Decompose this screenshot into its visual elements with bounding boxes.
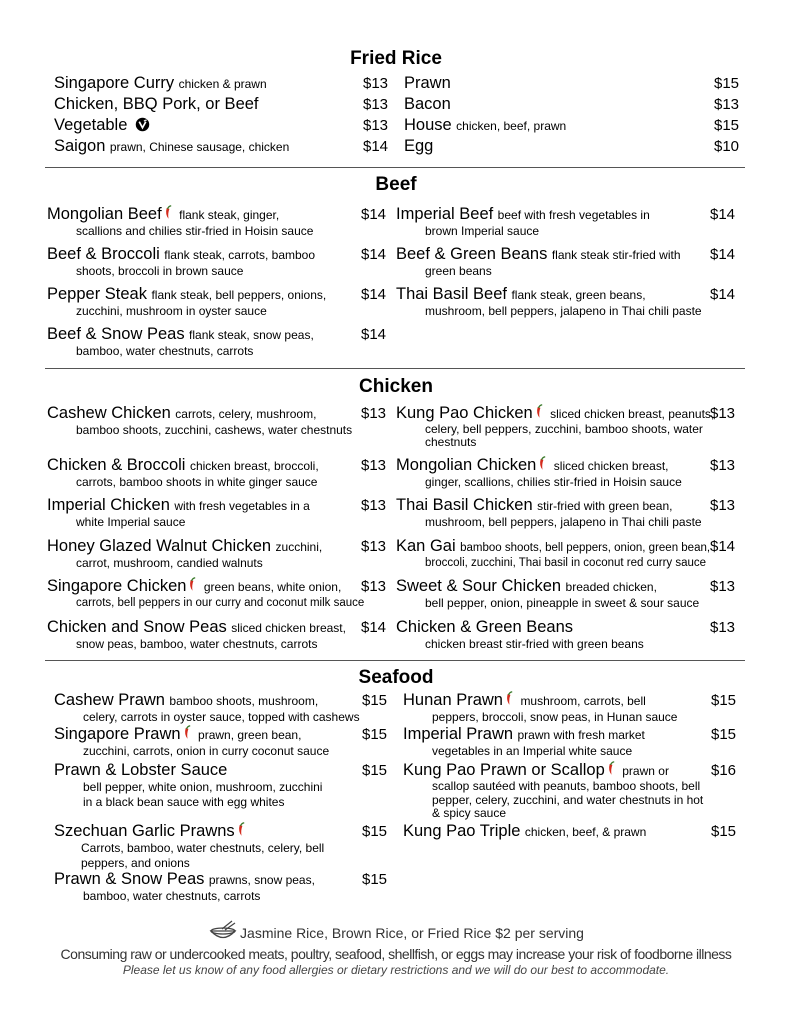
item-price: $14 xyxy=(710,206,736,223)
rice-note-text: Jasmine Rice, Brown Rice, or Fried Rice $2 per serving xyxy=(240,925,584,941)
item-price: $13 xyxy=(710,619,736,636)
item-desc-cont: shoots, broccoli in brown sauce xyxy=(76,264,244,278)
menu-item xyxy=(396,618,741,658)
menu-item xyxy=(403,725,743,761)
item-price: $13 xyxy=(714,96,740,113)
item-name: Sweet & Sour Chicken xyxy=(396,577,562,595)
menu-item xyxy=(404,116,744,137)
item-price: $13 xyxy=(361,578,387,595)
menu-item xyxy=(47,618,392,658)
item-desc: breaded chicken, xyxy=(565,580,657,594)
menu-item xyxy=(54,761,394,822)
item-name: House xyxy=(404,116,452,134)
item-desc: flank steak, green beans, xyxy=(511,288,646,302)
item-desc: zucchini, xyxy=(275,540,323,554)
item-price: $15 xyxy=(711,823,737,840)
menu-item xyxy=(396,577,741,618)
menu-item xyxy=(396,404,741,456)
item-name: Mongolian Beef xyxy=(47,205,162,223)
item-desc-cont: scallop sautéed with peanuts, bamboo shoots, bell xyxy=(432,779,701,793)
item-desc: flank steak, snow peas, xyxy=(189,328,314,342)
fried-rice-left-column xyxy=(54,74,394,158)
item-price: $13 xyxy=(363,117,389,134)
item-desc-cont: zucchini, mushroom in oyster sauce xyxy=(76,304,267,318)
allergy-note: Please let us know of any food allergies or dietary restrictions and we will do our best to accommodate. xyxy=(122,963,670,977)
item-desc-cont: pepper, celery, zucchini, and water chestnuts in hot xyxy=(432,792,704,807)
item-name: Honey Glazed Walnut Chicken xyxy=(47,537,272,555)
menu-item xyxy=(404,74,744,95)
item-name: Cashew Prawn xyxy=(54,691,165,709)
menu-item xyxy=(54,137,394,158)
menu-item xyxy=(47,456,392,496)
item-desc-cont: scallions and chilies stir-fried in Hoisin sauce xyxy=(76,224,314,238)
spicy-pepper-icon xyxy=(237,822,246,837)
menu-item xyxy=(54,116,394,137)
chicken-right-column xyxy=(396,404,741,658)
item-desc-cont: mushroom, bell peppers, jalapeno in Thai chili paste xyxy=(425,304,702,318)
seafood-left-column xyxy=(54,691,394,906)
item-price: $13 xyxy=(363,96,389,113)
item-price: $14 xyxy=(361,246,387,263)
item-price: $15 xyxy=(711,726,737,743)
item-price: $13 xyxy=(361,457,387,474)
item-name: Szechuan Garlic Prawns xyxy=(54,822,235,840)
item-name: Chicken & Broccoli xyxy=(47,456,186,474)
item-price: $13 xyxy=(361,405,387,422)
item-name: Vegetable xyxy=(54,116,128,134)
item-desc: flank steak, ginger, xyxy=(179,208,280,222)
item-desc-cont: mushroom, bell peppers, jalapeno in Thai chili paste xyxy=(425,515,702,529)
item-name: Thai Basil Beef xyxy=(396,285,507,303)
item-price: $13 xyxy=(363,75,389,92)
section-divider xyxy=(45,167,745,168)
item-desc-cont: bamboo, water chestnuts, carrots xyxy=(83,889,261,903)
item-price: $16 xyxy=(711,762,737,779)
section-title-chicken: Chicken xyxy=(359,376,433,397)
item-name: Prawn xyxy=(404,74,451,92)
item-desc-cont: carrots, bamboo shoots in white ginger sauce xyxy=(76,475,318,489)
seafood-right-column xyxy=(403,691,743,858)
item-name: Mongolian Chicken xyxy=(396,456,537,474)
item-price: $15 xyxy=(362,823,388,840)
item-name: Singapore Curry xyxy=(54,74,175,92)
item-price: $15 xyxy=(362,692,388,709)
menu-item xyxy=(396,205,741,245)
item-desc-cont: zucchini, carrots, onion in curry coconut sauce xyxy=(83,744,330,758)
menu-item xyxy=(396,496,741,537)
item-desc: prawns, snow peas, xyxy=(208,873,315,887)
item-desc: sliced chicken breast, xyxy=(231,621,346,635)
menu-item xyxy=(396,537,741,577)
item-desc: flank steak, bell peppers, onions, xyxy=(151,288,327,302)
item-price: $14 xyxy=(361,619,387,636)
item-desc-cont: chicken breast stir-fried with green beans xyxy=(425,637,644,651)
item-desc-cont: & spicy sauce xyxy=(432,806,507,820)
item-desc-cont: chestnuts xyxy=(425,435,477,449)
item-name: Prawn & Snow Peas xyxy=(54,870,205,888)
item-price: $14 xyxy=(710,538,736,555)
item-desc: chicken & prawn xyxy=(178,77,267,91)
item-desc-cont: Carrots, bamboo, water chestnuts, celery, bell xyxy=(81,841,325,855)
menu-item xyxy=(396,285,741,325)
item-desc-cont: snow peas, bamboo, water chestnuts, carrots xyxy=(76,637,318,651)
item-name: Imperial Prawn xyxy=(403,725,514,743)
item-desc-cont: white Imperial sauce xyxy=(76,515,186,529)
item-price: $14 xyxy=(361,206,387,223)
item-price: $13 xyxy=(710,497,736,514)
spicy-pepper-icon xyxy=(183,725,192,740)
item-desc: mushroom, carrots, bell xyxy=(520,694,646,708)
item-price: $15 xyxy=(714,75,740,92)
section-title-seafood: Seafood xyxy=(358,667,434,688)
menu-item xyxy=(54,691,394,725)
item-price: $14 xyxy=(361,286,387,303)
item-name: Prawn & Lobster Sauce xyxy=(54,761,228,779)
item-desc-cont: carrots, bell peppers in our curry and coconut milk sauce xyxy=(76,597,365,609)
menu-item xyxy=(396,456,741,496)
menu-item xyxy=(404,137,744,158)
menu-item xyxy=(54,74,394,95)
item-price: $13 xyxy=(361,538,387,555)
item-desc: prawn, green bean, xyxy=(198,728,302,742)
menu-item xyxy=(47,285,392,325)
item-desc: prawn, Chinese sausage, chicken xyxy=(109,140,290,154)
item-price: $15 xyxy=(711,692,737,709)
item-desc-cont: bamboo, water chestnuts, carrots xyxy=(76,344,254,358)
item-price: $14 xyxy=(710,286,736,303)
item-desc: stir-fried with green bean, xyxy=(537,499,673,513)
vegetarian-icon xyxy=(135,117,150,132)
item-desc: chicken, beef, prawn xyxy=(456,119,567,133)
item-desc: bamboo shoots, bell peppers, onion, green bean, xyxy=(460,542,711,554)
item-desc-cont: celery, carrots in oyster sauce, topped with cashews xyxy=(83,710,360,724)
item-desc: sliced chicken breast, peanuts, xyxy=(550,407,715,421)
menu-item xyxy=(403,822,743,858)
menu-item xyxy=(54,95,394,116)
item-name: Beef & Green Beans xyxy=(396,245,548,263)
spicy-pepper-icon xyxy=(164,205,173,220)
item-name: Bacon xyxy=(404,95,451,113)
item-desc-cont: ginger, scallions, chilies stir-fried in Hoisin sauce xyxy=(425,475,682,489)
item-desc: prawn with fresh market xyxy=(517,728,645,742)
section-title-fried-rice: Fried Rice xyxy=(350,48,442,69)
menu-item xyxy=(403,691,743,725)
item-desc-cont: bell pepper, white onion, mushroom, zucchini xyxy=(83,780,323,794)
item-name: Saigon xyxy=(54,137,106,155)
section-divider xyxy=(45,660,745,661)
menu-item xyxy=(47,496,392,537)
menu-item xyxy=(47,537,392,577)
spicy-pepper-icon xyxy=(535,404,544,419)
item-name: Egg xyxy=(404,137,434,155)
menu-item xyxy=(404,95,744,116)
item-desc: flank steak stir-fried with xyxy=(551,248,681,262)
item-price: $13 xyxy=(710,578,736,595)
spicy-pepper-icon xyxy=(505,691,514,706)
item-name: Imperial Chicken xyxy=(47,496,170,514)
menu-item xyxy=(54,822,394,870)
item-price: $15 xyxy=(362,726,388,743)
menu-item xyxy=(54,870,394,906)
item-name: Pepper Steak xyxy=(47,285,147,303)
item-desc-cont: celery, bell peppers, zucchini, bamboo shoots, water xyxy=(425,422,703,436)
rice-bowl-icon xyxy=(208,920,238,942)
item-desc: with fresh vegetables in a xyxy=(174,499,310,513)
item-desc: flank steak, carrots, bamboo xyxy=(164,248,316,262)
item-desc-cont: in a black bean sauce with egg whites xyxy=(83,795,285,809)
item-desc: prawn or xyxy=(622,764,669,778)
item-price: $14 xyxy=(361,326,387,343)
beef-right-column xyxy=(396,205,741,325)
item-name: Chicken and Snow Peas xyxy=(47,618,227,636)
item-name: Hunan Prawn xyxy=(403,691,503,709)
menu-item xyxy=(47,205,392,245)
item-desc-cont: bell pepper, onion, pineapple in sweet & sour sauce xyxy=(425,596,700,610)
item-name: Kung Pao Triple xyxy=(403,822,521,840)
item-name: Beef & Broccoli xyxy=(47,245,160,263)
item-desc: sliced chicken breast, xyxy=(553,459,669,473)
item-name: Singapore Prawn xyxy=(54,725,181,743)
menu-item xyxy=(47,245,392,285)
item-name: Imperial Beef xyxy=(396,205,494,223)
item-price: $10 xyxy=(714,138,740,155)
item-price: $14 xyxy=(363,138,389,155)
item-name: Kan Gai xyxy=(396,537,456,555)
item-desc: beef with fresh vegetables in xyxy=(497,208,650,222)
item-name: Kung Pao Prawn or Scallop xyxy=(403,761,605,779)
section-title-beef: Beef xyxy=(375,174,417,195)
menu-item xyxy=(47,404,392,456)
item-desc-cont: peppers, and onions xyxy=(81,856,190,870)
section-divider xyxy=(45,368,745,369)
item-desc: carrots, celery, mushroom, xyxy=(175,407,317,421)
chicken-left-column xyxy=(47,404,392,658)
item-name: Cashew Chicken xyxy=(47,404,171,422)
item-name: Chicken, BBQ Pork, or Beef xyxy=(54,95,259,113)
menu-item xyxy=(396,245,741,285)
item-name: Beef & Snow Peas xyxy=(47,325,185,343)
item-name: Singapore Chicken xyxy=(47,577,187,595)
item-desc-cont: green beans xyxy=(425,264,492,278)
item-desc: green beans, white onion, xyxy=(203,580,342,594)
item-price: $15 xyxy=(362,871,388,888)
menu-item xyxy=(47,325,392,365)
menu-item xyxy=(403,761,743,822)
item-price: $13 xyxy=(710,405,736,422)
item-price: $15 xyxy=(714,117,740,134)
food-warning: Consuming raw or undercooked meats, poultry, seafood, shellfish, or eggs may increase your risk of foodborne illness xyxy=(60,946,732,962)
item-name: Chicken & Green Beans xyxy=(396,618,574,636)
item-price: $14 xyxy=(710,246,736,263)
spicy-pepper-icon xyxy=(538,456,547,471)
beef-left-column xyxy=(47,205,392,365)
rice-note xyxy=(0,920,792,942)
item-desc-cont: broccoli, zucchini, Thai basil in coconut red curry sauce xyxy=(425,557,707,569)
item-desc: chicken breast, broccoli, xyxy=(189,459,319,473)
item-desc: chicken, beef, & prawn xyxy=(524,825,647,839)
item-desc: bamboo shoots, mushroom, xyxy=(169,694,319,708)
item-price: $13 xyxy=(361,497,387,514)
menu-item xyxy=(54,725,394,761)
item-name: Kung Pao Chicken xyxy=(396,404,533,422)
spicy-pepper-icon xyxy=(188,577,197,592)
item-desc-cont: peppers, broccoli, snow peas, in Hunan sauce xyxy=(432,710,678,724)
item-desc-cont: bamboo shoots, zucchini, cashews, water chestnuts xyxy=(76,423,353,437)
fried-rice-right-column xyxy=(404,74,744,158)
item-price: $13 xyxy=(710,457,736,474)
item-name: Thai Basil Chicken xyxy=(396,496,533,514)
menu-item xyxy=(47,577,392,618)
item-price: $15 xyxy=(362,762,388,779)
item-desc-cont: carrot, mushroom, candied walnuts xyxy=(76,556,263,570)
item-desc-cont: brown Imperial sauce xyxy=(425,224,540,238)
item-desc-cont: vegetables in an Imperial white sauce xyxy=(432,744,633,758)
spicy-pepper-icon xyxy=(607,761,616,776)
